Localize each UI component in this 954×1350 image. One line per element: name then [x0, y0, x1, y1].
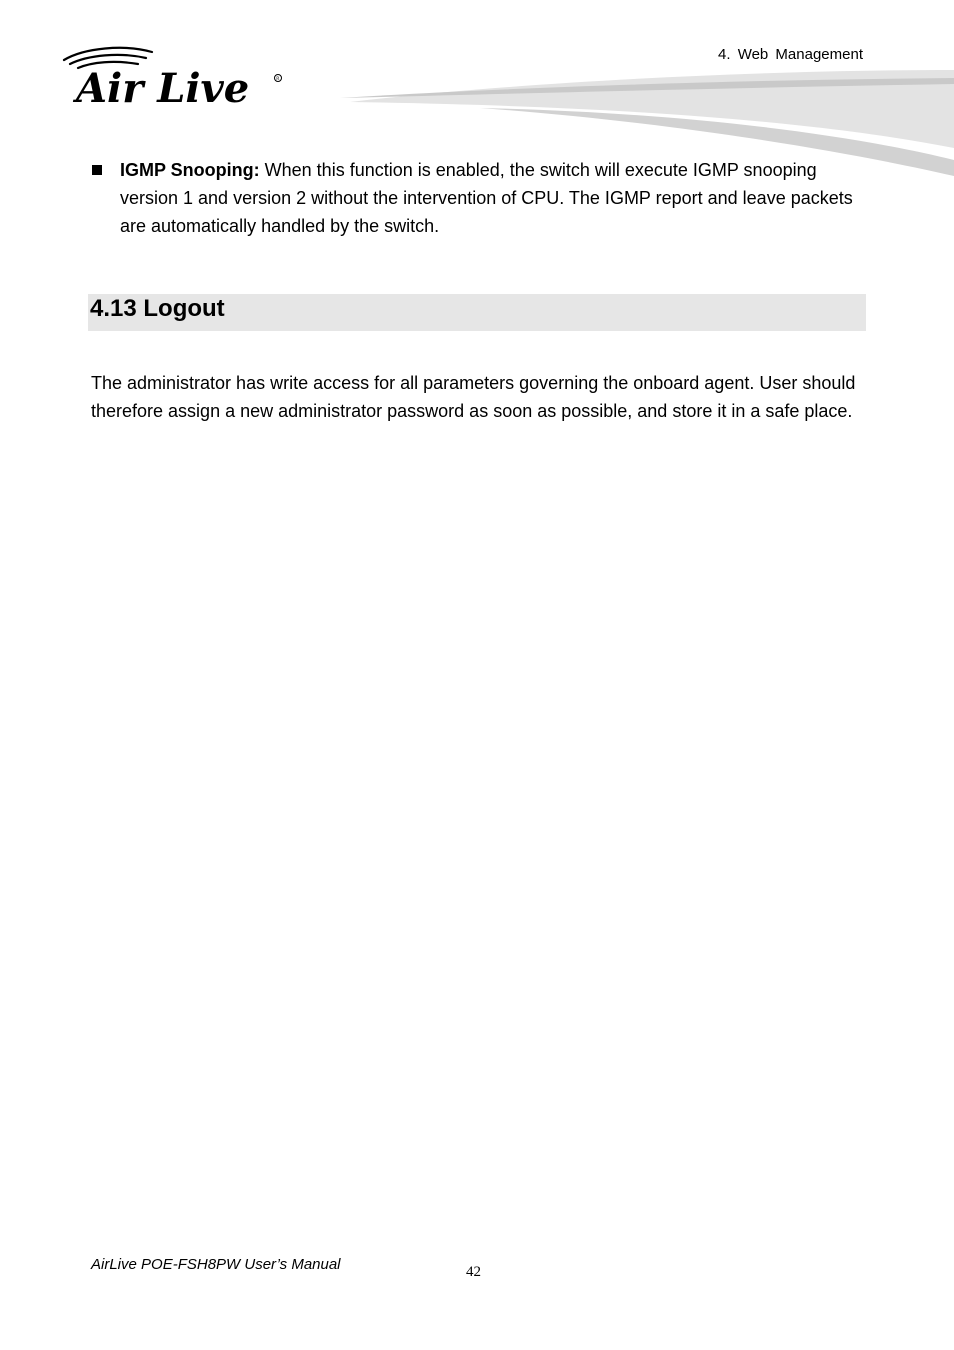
bullet-term: IGMP Snooping:: [120, 160, 260, 180]
bullet-text: [120, 156, 870, 240]
svg-text:R: R: [276, 77, 280, 82]
airlive-logo: [62, 42, 288, 108]
svg-text:Air Live: Air Live: [76, 65, 250, 108]
bullet-description: When this function is enabled, the switch will execute IGMP snooping version 1 and version 2 without the intervention of CPU. The IGMP report and leave packets are automatically handled by the switch.: [120, 160, 853, 236]
chapter-label: 4. Web Management: [718, 46, 863, 63]
section-title: 4.13 Logout: [90, 295, 225, 322]
square-bullet-icon: [92, 165, 102, 175]
section-heading-bar: [88, 294, 866, 331]
bullet-item-igmp-snooping: [90, 156, 870, 240]
page-number: 42: [466, 1264, 481, 1280]
footer-manual-title: AirLive POE-FSH8PW User’s Manual: [91, 1256, 341, 1273]
body-paragraph: The administrator has write access for all parameters governing the onboard agent. User should therefore assign a new administrator password as soon as possible, and store it in a safe place.: [91, 373, 856, 421]
